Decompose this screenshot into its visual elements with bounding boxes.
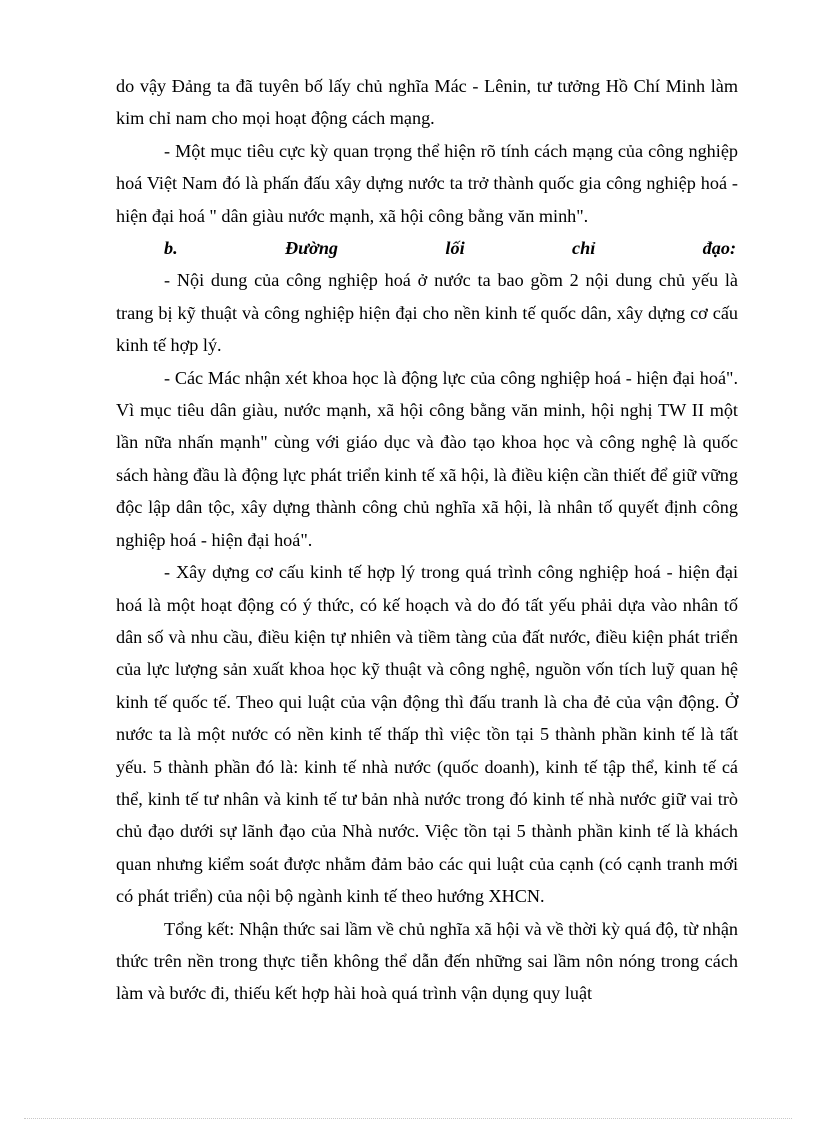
- document-body: [116, 70, 738, 1010]
- paragraph: - Nội dung của công nghiệp hoá ở nước ta bao gồm 2 nội dung chủ yếu là trang bị kỹ thuật và công nghiệp hiện đại cho nền kinh tế quốc dân, xây dựng cơ cấu kinh tế hợp lý.: [116, 270, 738, 356]
- paragraph: - Một mục tiêu cực kỳ quan trọng thể hiện rõ tính cách mạng của công nghiệp hoá Việt Nam đó là phấn đấu xây dựng nước ta trở thành quốc gia công nghiệp hoá - hiện đại hoá " dân giàu nước mạnh, xã hội công bằng văn minh".: [116, 140, 738, 226]
- paragraph: - Các Mác nhận xét khoa học là động lực của công nghiệp hoá - hiện đại hoá". Vì mục tiêu dân giàu, nước mạnh, xã hội công bằng văn minh, hội nghị TW II một lần nữa nhấn mạnh" cùng với giáo dục và đào tạo khoa học và công nghệ là quốc sách hàng đầu là động lực phát triển kinh tế xã hội, là điều kiện cần thiết để giữ vững độc lập dân tộc, xây dựng thành công chủ nghĩa xã hội, là nhân tố quyết định công nghiệp hoá - hiện đại hoá".: [116, 367, 738, 550]
- page-bottom-divider: [24, 1118, 792, 1119]
- heading-word: chỉ: [572, 238, 596, 259]
- heading-word: đạo:: [702, 238, 736, 259]
- heading-word: lối: [445, 238, 465, 259]
- heading-word: b.: [164, 238, 178, 259]
- paragraph: do vậy Đảng ta đã tuyên bố lấy chủ nghĩa Mác - Lênin, tư tưởng Hồ Chí Minh làm kim chỉ nam cho mọi hoạt động cách mạng.: [116, 76, 738, 129]
- paragraph: - Xây dựng cơ cấu kinh tế hợp lý trong quá trình công nghiệp hoá - hiện đại hoá là một hoạt động có ý thức, có kế hoạch và do đó tất yếu phải dựa vào nhân tố dân số và nhu cầu, điều kiện tự nhiên và tiềm tàng của đất nước, điều kiện phát triển của lực lượng sản xuất khoa học kỹ thuật và công nghệ, nguồn vốn tích luỹ quan hệ kinh tế quốc tế. Theo qui luật của vận động thì đấu tranh là cha đẻ của vận động. Ở nước ta là một nước có nền kinh tế thấp thì việc tồn tại 5 thành phần kinh tế là tất yếu. 5 thành phần đó là: kinh tế nhà nước (quốc doanh), kinh tế tập thể, kinh tế cá thể, kinh tế tư nhân và kinh tế tư bản nhà nước trong đó kinh tế nhà nước giữ vai trò chủ đạo dưới sự lãnh đạo của Nhà nước. Việc tồn tại 5 thành phần kinh tế là khách quan nhưng kiểm soát được nhằm đảm bảo các qui luật của cạnh (có cạnh tranh mới có phát triển) của nội bộ ngành kinh tế theo hướng XHCN.: [116, 562, 738, 907]
- section-heading: [116, 232, 738, 264]
- heading-word: Đường: [285, 238, 339, 259]
- paragraph: Tổng kết: Nhận thức sai lầm về chủ nghĩa xã hội và về thời kỳ quá độ, từ nhận thức trên nền trong thực tiễn không thể dẫn đến những sai lầm nôn nóng trong cách làm và bước đi, thiếu kết hợp hài hoà quá trình vận dụng quy luật: [116, 918, 738, 1004]
